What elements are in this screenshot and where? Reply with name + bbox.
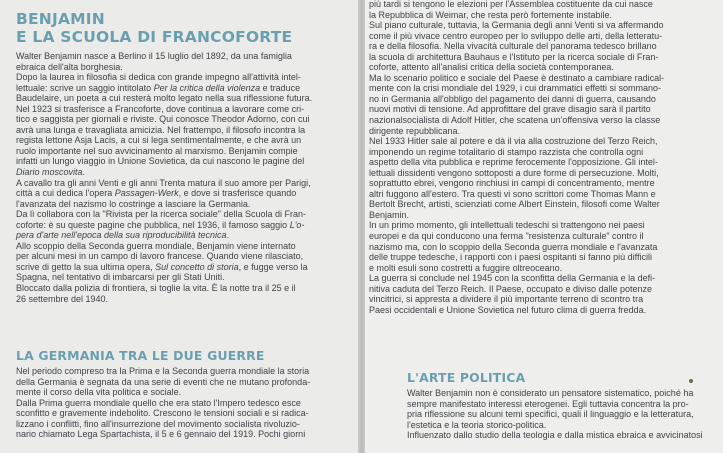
bio-line: Spagna, nel tentativo di imbarcarsi per gli Stati Uniti.	[16, 272, 225, 283]
page-title	[16, 10, 292, 46]
text-line: no in Germania all'obbligo del pagamento dei danni di guerra, causando	[369, 93, 656, 104]
text-line: dirigente repubblicana.	[369, 125, 461, 136]
bio-line: per alcuni mesi in un campo di lavoro francese. Quando viene rilasciato,	[16, 251, 304, 262]
text-line: europei e da qui conducono una ferma "resistenza culturale" contro il	[369, 231, 644, 242]
bio-line: pera d'arte nell'epoca della sua riproducibilità tecnica.	[16, 230, 230, 241]
text-line: della Germania è segnata da una serie di eventi che ne mutano profonda-	[16, 376, 311, 387]
text-line: nario chiamato Lega Spartachista, il 5 e 6 gennaio del 1919. Pochi giorni	[16, 429, 306, 440]
text-line: Dalla Prima guerra mondiale quello che era stato l'Impero tedesco esce	[16, 397, 301, 408]
text-line: la scuola di architettura Bauhaus e l'Istituto per la ricerca sociale di Fran-	[369, 51, 659, 62]
page-title-line-1: BENJAMIN	[16, 10, 105, 28]
work-title: pera d'arte nell'epoca della sua riproducibilità tecnica	[16, 230, 227, 241]
bio-line: Walter Benjamin nasce a Berlino il 15 luglio del 1892, da una famiglia	[16, 51, 292, 61]
bio-line: Nel 1923 si trasferisce a Francoforte, dove continua a lavorare come cri-	[16, 103, 305, 114]
work-title: L'o-	[289, 219, 305, 230]
text-line: come il più vivace centro europeo per lo sviluppo delle arti, della letteratu-	[369, 30, 663, 41]
bio-line: città a cui dedica l'opera Passagen-Werk, e dove si trasferisce quando	[16, 188, 297, 199]
text-line: imponendo un regime totalitario di stampo razzista che controlla ogni	[369, 146, 644, 157]
text-line: In un primo momento, gli intellettuali tedeschi si trattengono nei paesi	[369, 220, 645, 231]
bio-line: coforte: è su queste pagine che pubblica, nel 1936, il famoso saggio L'o-	[16, 219, 305, 230]
text-line: Paesi occidentali e Unione Sovietica nel futuro clima di guerra fredda.	[369, 304, 647, 315]
bio-line: infatti un lungo viaggio in Unione Sovietica, da cui nascono le pagine del	[16, 156, 305, 167]
text-line: l'estetica e la teoria storico-politica.	[407, 419, 547, 430]
page-title-line-2: E LA SCUOLA DI FRANCOFORTE	[16, 28, 293, 46]
text-line: Nel 1933 Hitler sale al potere e dà il via alla costruzione del Terzo Reich,	[369, 136, 658, 147]
bio-line: Da lì collabora con la "Rivista per la ricerca sociale" della Scuola di Fran-	[16, 209, 307, 220]
bio-line: tico e saggista per giornali e riviste. Qui conosce Theodor Adorno, con cui	[16, 114, 310, 125]
text-line: mente il corso della vita politica e sociale.	[16, 387, 182, 398]
text-line: la Repubblica di Weimar, che resta però fortemente instabile.	[369, 9, 612, 20]
text-line: Bertolt Brecht, artisti, scienziati come Albert Einstein, filosofi come Walter	[369, 199, 660, 210]
text-line: Walter Benjamin non è considerato un pensatore sistematico, poiché ha	[407, 388, 694, 398]
bio-line: A cavallo tra gli anni Venti e gli anni Trenta matura il suo amore per Parigi,	[16, 177, 311, 188]
work-title: Sul concetto di storia	[155, 261, 239, 272]
text-line: più tardi si tengono le elezioni per l'Assemblea costituente da cui nasce	[369, 0, 653, 9]
bio-line: Baudelaire, un poeta a cui resterà molto legato nella sua riflessione futura.	[16, 93, 313, 104]
text-line: Benjamin.	[369, 209, 410, 220]
text-line: nuovi motivi di tensione. Ad approfittare del grave disagio sarà il partito	[369, 104, 651, 115]
biography-text	[16, 51, 356, 304]
text-line: ra e della filosofia. Nella vivacità culturale del panorama tedesco brillano	[369, 41, 657, 52]
text-line: nitiva caduta del Terzo Reich. Il Paese, occupato e diviso dalle potenze	[369, 283, 653, 294]
text-line: altri fuggono all'estero. Tra questi vi sono scrittori come Thomas Mann e	[369, 188, 656, 199]
bio-line: Bloccato dalla polizia di frontiera, si toglie la vita. È la notte tra il 25 e il	[16, 283, 296, 294]
ink-spot	[689, 379, 693, 383]
text-line: coforte, attento all'analisi critica della società contemporanea.	[369, 62, 614, 73]
bio-line: lettuale: scrive un saggio intitolato Per la critica della violenza e traduce	[16, 82, 301, 93]
text-line: sconfitto e gravemente indebolito. Crescono le tensioni sociali e si radica-	[16, 408, 309, 419]
text-line: lettuali dissidenti vengono sottoposti a dure forme di persecuzione. Molti,	[369, 167, 659, 178]
text-line: e molti esuli sono costretti a fuggire oltreoceano.	[369, 262, 563, 273]
left-page	[0, 0, 360, 453]
bio-line: ruolo importante nel suo avvicinamento al marxismo. Benjamin compie	[16, 145, 298, 156]
bio-line: l'avanzata del nazismo lo costringe a lasciare la Germania.	[16, 198, 251, 209]
work-title: Diario moscovita	[16, 167, 83, 178]
right-page	[365, 0, 723, 453]
bio-line: Diario moscovita.	[16, 167, 86, 178]
text-line: lizzano i conflitti, fino all'insurrezione del movimento socialista rivoluzio-	[16, 418, 300, 429]
text-line: Ma lo scenario politico e sociale del Paese è destinato a cambiare radical-	[369, 72, 665, 83]
text-line: vincitrici, si appresta a dividere il più importante terreno di scontro tra	[369, 294, 644, 305]
bio-line: scrive di getto la sua ultima opera, Sul concetto di storia, e fugge verso la	[16, 261, 308, 272]
section-text	[407, 388, 719, 441]
work-title: Passagen-Werk	[114, 188, 179, 199]
text-line: delle truppe tedesche, i rapporti con i paesi ospitanti si fanno più difficili	[369, 252, 653, 263]
text-line: aspetto della vita pubblica e reprime ferocemente l'opposizione. Gli intel-	[369, 157, 658, 168]
text-line: pria riflessione su alcuni temi specifici, quali il linguaggio e la letteratura,	[407, 409, 694, 420]
text-line: soprattutto ebrei, vengono rinchiusi in campi di concentramento, mentre	[369, 178, 655, 189]
bio-line: regista lettone Asja Lacis, a cui si lega sentimentalmente, e che avrà un	[16, 135, 302, 146]
bio-line: Dopo la laurea in filosofia si dedica con grande impegno all'attività intel-	[16, 72, 301, 83]
text-line: nazismo ma, con lo scoppio della Seconda guerra mondiale e l'avanzata	[369, 241, 658, 252]
text-line: sempre manifestato interessi eterogenei. Egli tuttavia concentra la pro-	[407, 398, 689, 409]
text-line: Sul piano culturale, tuttavia, la Germania degli anni Venti si va affermando	[369, 20, 664, 31]
bio-line: Allo scoppio della Seconda guerra mondiale, Benjamin viene internato	[16, 240, 296, 251]
work-title: Per la critica della violenza	[153, 82, 261, 93]
text-line: nazionalsocialista di Adolf Hitler, che scatena un'offensiva verso la classe	[369, 115, 661, 126]
section-heading: L'ARTE POLITICA	[407, 370, 526, 385]
bio-line: avrà una lunga e travagliata amicizia. Nel frattempo, il filosofo incontra la	[16, 124, 306, 135]
text-line: La guerra si conclude nel 1945 con la sconfitta della Germania e la defi-	[369, 273, 656, 284]
section-text-continued	[369, 0, 719, 315]
bio-line: 26 settembre del 1940.	[16, 293, 109, 304]
text-line: Influenzato dallo studio della teologia e dalla mistica ebraica e avvicinatosi	[407, 430, 703, 441]
bio-line: ebraica dell'alta borghesia.	[16, 61, 123, 72]
section-text	[16, 366, 356, 440]
section-heading: LA GERMANIA TRA LE DUE GUERRE	[16, 348, 265, 363]
text-line: mente con la crisi mondiale del 1929, i cui drammatici effetti si sommano-	[369, 83, 661, 94]
text-line: Nel periodo compreso tra la Prima e la Seconda guerra mondiale la storia	[16, 366, 310, 376]
